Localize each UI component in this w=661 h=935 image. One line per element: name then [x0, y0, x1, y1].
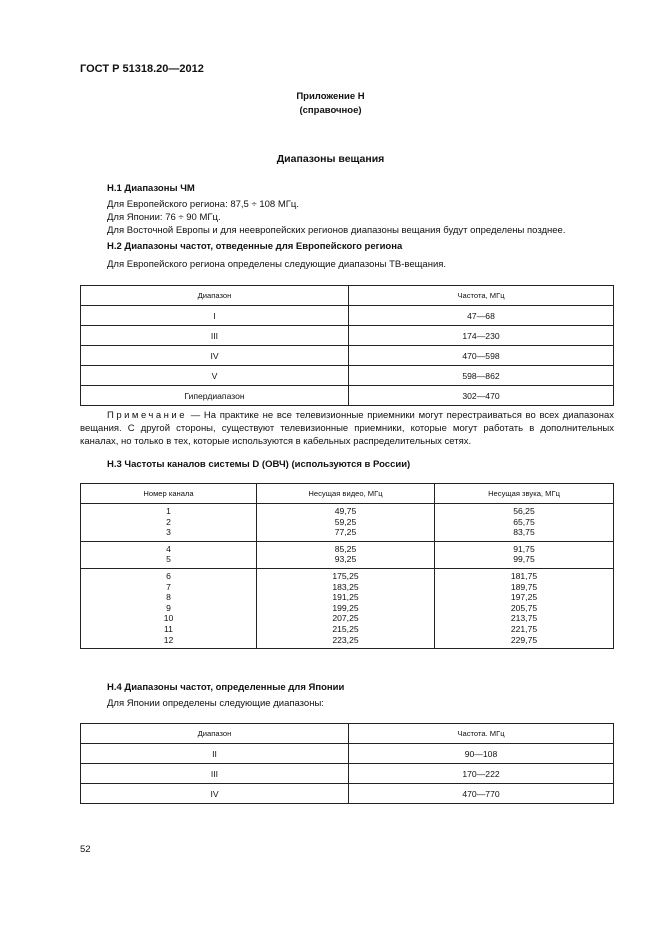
table-cell: 174—230 [349, 326, 614, 346]
appendix-title: Приложение Н [296, 91, 365, 102]
column-header: Несущая звука, МГц [435, 484, 614, 504]
cell-value: 59,25 [334, 516, 357, 527]
column-header: Номер канала [81, 484, 257, 504]
cell-value: 189,75 [510, 581, 538, 592]
table-row [81, 306, 614, 326]
table-cell: I [81, 306, 349, 326]
cell-value: 56,25 [513, 506, 535, 516]
cell-value: 207,25 [332, 613, 359, 624]
europe-bands-table [80, 285, 614, 406]
table-cell: 598—862 [349, 366, 614, 386]
note [80, 409, 614, 448]
cell-value: 191,25 [332, 592, 359, 603]
cell-value: 83,75 [513, 527, 535, 538]
table-cell: 170—222 [349, 764, 614, 784]
table-row [81, 744, 614, 764]
h2-intro: Для Европейского региона определены следующие диапазоны ТВ-вещания. [107, 259, 447, 270]
h2-heading: Н.2 Диапазоны частот, отведенные для Европейского региона [107, 241, 403, 252]
table-row [81, 386, 614, 406]
channel-group-row [81, 504, 614, 542]
cell-value: 2 [166, 516, 171, 527]
cell-value: 65,75 [513, 516, 535, 527]
section-title: Диапазоны вещания [276, 153, 385, 165]
table-cell: II [81, 744, 349, 764]
channel-group-row [81, 541, 614, 568]
table-cell: IV [81, 346, 349, 366]
h1-line: Для Европейского региона: 87,5 ÷ 108 МГц. [107, 199, 299, 210]
h4-intro: Для Японии определены следующие диапазоны: [107, 698, 324, 709]
table-row [81, 366, 614, 386]
table-cell: V [81, 366, 349, 386]
page-number: 52 [80, 844, 91, 855]
cell-value: 183,25 [332, 581, 359, 592]
table-cell [257, 541, 435, 568]
cell-value: 6 [166, 570, 171, 581]
table-cell: Гипердиапазон [81, 386, 349, 406]
table-row [81, 326, 614, 346]
cell-value: 11 [164, 623, 173, 634]
table-cell [435, 568, 614, 648]
cell-value: 181,75 [510, 570, 538, 581]
channels-table [80, 483, 614, 649]
cell-value: 3 [166, 527, 171, 538]
h1-line: Для Японии: 76 ÷ 90 МГц. [107, 212, 221, 223]
table-cell: 470—598 [349, 346, 614, 366]
cell-value: 91,75 [513, 543, 535, 554]
cell-value: 8 [166, 592, 171, 603]
cell-value: 49,75 [334, 506, 357, 516]
cell-value: 221,75 [510, 623, 538, 634]
h4-heading: Н.4 Диапазоны частот, определенные для Японии [107, 682, 345, 693]
cell-value: 99,75 [513, 554, 535, 565]
h3-heading: Н.3 Частоты каналов системы D (ОВЧ) (используются в России) [107, 459, 411, 470]
cell-value: 77,25 [334, 527, 357, 538]
table-cell [257, 504, 435, 542]
cell-value: 7 [166, 581, 171, 592]
table-cell: 470—770 [349, 784, 614, 804]
note-label: Примечание [107, 410, 187, 421]
cell-value: 205,75 [510, 602, 538, 613]
table-row [81, 764, 614, 784]
column-header: Диапазон [81, 724, 349, 744]
cell-value: 10 [163, 613, 174, 624]
appendix-subtitle: (справочное) [299, 105, 362, 116]
table-row [81, 784, 614, 804]
table-cell: 90—108 [349, 744, 614, 764]
cell-value: 1 [166, 506, 171, 516]
table-cell [257, 568, 435, 648]
column-header: Частота. МГц [349, 724, 614, 744]
table-cell [435, 541, 614, 568]
cell-value: 199,25 [332, 602, 359, 613]
table-cell [81, 504, 257, 542]
table-cell: IV [81, 784, 349, 804]
table-cell [81, 568, 257, 648]
cell-value: 229,75 [510, 634, 538, 645]
cell-value: 93,25 [334, 554, 357, 565]
column-header: Несущая видео, МГц [257, 484, 435, 504]
table-cell [81, 541, 257, 568]
channel-group-row [81, 568, 614, 648]
table-cell: 47—68 [349, 306, 614, 326]
cell-value: 215,25 [332, 623, 359, 634]
cell-value: 85,25 [334, 543, 357, 554]
column-header: Диапазон [81, 286, 349, 306]
table-cell: III [81, 764, 349, 784]
table-cell [435, 504, 614, 542]
cell-value: 12 [163, 634, 174, 645]
cell-value: 5 [166, 554, 171, 565]
note-text: — На практике не все телевизионные приемники могут перестраиваться во всех диапазонах вещания. С другой стороны, существуют телевизионные приемники, которые могут работать в дополнительных каналах, но только в тех, которые используются в кабельных распределительных сетях. [80, 410, 614, 447]
table-row [81, 346, 614, 366]
h1-body [107, 198, 565, 237]
cell-value: 213,75 [510, 613, 538, 624]
h1-heading: Н.1 Диапазоны ЧМ [107, 183, 195, 194]
cell-value: 223,25 [332, 634, 359, 645]
document-header: ГОСТ Р 51318.20—2012 [80, 63, 204, 75]
column-header: Частота, МГц [349, 286, 614, 306]
table-cell: III [81, 326, 349, 346]
h1-line: Для Восточной Европы и для неевропейских регионов диапазоны вещания будут определены позднее. [107, 225, 566, 236]
cell-value: 197,25 [510, 592, 538, 603]
cell-value: 175,25 [332, 570, 359, 581]
cell-value: 4 [166, 543, 171, 554]
japan-bands-table [80, 723, 614, 804]
table-cell: 302—470 [349, 386, 614, 406]
cell-value: 9 [166, 602, 171, 613]
